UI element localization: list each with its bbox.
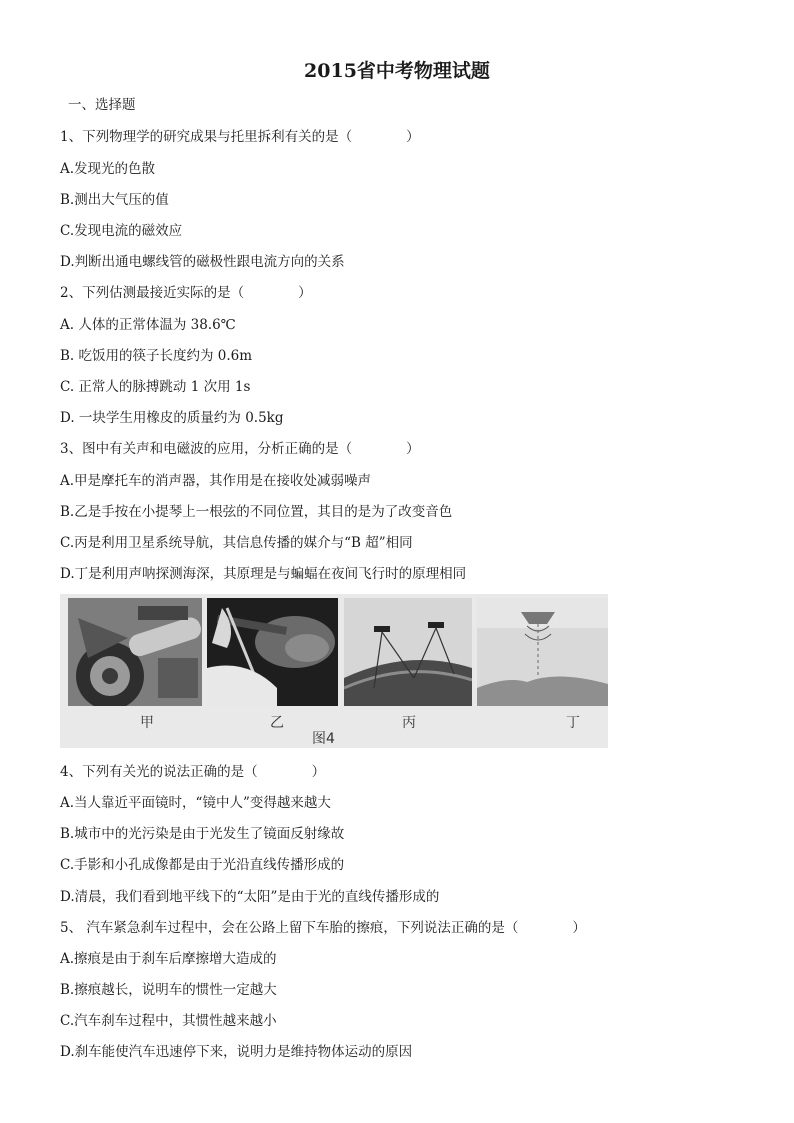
question-2-option-c: C. 正常人的脉搏跳动 1 次用 1s xyxy=(60,379,251,395)
question-2-option-b: B. 吃饭用的筷子长度约为 0.6m xyxy=(60,348,253,364)
question-4-stem: 4、下列有关光的说法正确的是（ ） xyxy=(60,764,326,780)
question-3-stem: 3、图中有关声和电磁波的应用，分析正确的是（ ） xyxy=(60,441,420,457)
violin-photo xyxy=(207,598,338,706)
question-5-option-d: D.刹车能使汽车迅速停下来，说明力是维持物体运动的原因 xyxy=(60,1044,413,1060)
sonar-ship-image xyxy=(477,598,608,706)
motorcycle-muffler-photo xyxy=(68,598,202,706)
question-4-option-c: C.手影和小孔成像都是由于光沿直线传播形成的 xyxy=(60,857,345,873)
question-5-option-c: C.汽车刹车过程中，其惯性越来越小 xyxy=(60,1013,277,1029)
question-5-option-b: B.擦痕越长，说明车的惯性一定越大 xyxy=(60,982,277,998)
figure-4 xyxy=(60,594,608,748)
question-2-option-d: D. 一块学生用橡皮的质量约为 0.5kg xyxy=(60,410,284,426)
figure-label-yi: 乙 xyxy=(270,715,284,731)
question-1-option-a: A.发现光的色散 xyxy=(60,161,156,177)
section-heading: 一、选择题 xyxy=(68,97,136,113)
question-1-option-c: C.发现电流的磁效应 xyxy=(60,223,183,239)
page-title: 2015省中考物理试题 xyxy=(304,60,490,82)
question-3-option-a: A.甲是摩托车的消声器，其作用是在接收处减弱噪声 xyxy=(60,473,372,489)
question-2-stem: 2、下列估测最接近实际的是（ ） xyxy=(60,285,312,301)
question-3-option-d: D.丁是利用声呐探测海深，其原理是与蝙蝠在夜间飞行时的原理相同 xyxy=(60,566,467,582)
satellite-navigation-image xyxy=(344,598,472,706)
question-4-option-b: B.城市中的光污染是由于光发生了镜面反射缘故 xyxy=(60,826,345,842)
figure-label-ding: 丁 xyxy=(566,715,580,731)
question-1-stem: 1、下列物理学的研究成果与托里拆利有关的是（ ） xyxy=(60,129,420,145)
figure-label-bing: 丙 xyxy=(402,715,416,731)
question-1-option-d: D.判断出通电螺线管的磁极性跟电流方向的关系 xyxy=(60,254,345,270)
figure-caption: 图4 xyxy=(312,731,335,747)
question-4-option-a: A.当人靠近平面镜时，“镜中人”变得越来越大 xyxy=(60,795,331,811)
question-1-option-b: B.测出大气压的值 xyxy=(60,192,169,208)
question-4-option-d: D.清晨，我们看到地平线下的“太阳”是由于光的直线传播形成的 xyxy=(60,889,440,905)
figure-label-jia: 甲 xyxy=(140,715,154,731)
question-2-option-a: A. 人体的正常体温为 38.6℃ xyxy=(60,317,236,333)
question-3-option-c: C.丙是利用卫星系统导航，其信息传播的媒介与“B 超”相同 xyxy=(60,535,413,551)
question-5-stem: 5、 汽车紧急刹车过程中，会在公路上留下车胎的擦痕，下列说法正确的是（ ） xyxy=(60,920,586,936)
question-5-option-a: A.擦痕是由于刹车后摩擦增大造成的 xyxy=(60,951,277,967)
question-3-option-b: B.乙是手按在小提琴上一根弦的不同位置，其目的是为了改变音色 xyxy=(60,504,453,520)
